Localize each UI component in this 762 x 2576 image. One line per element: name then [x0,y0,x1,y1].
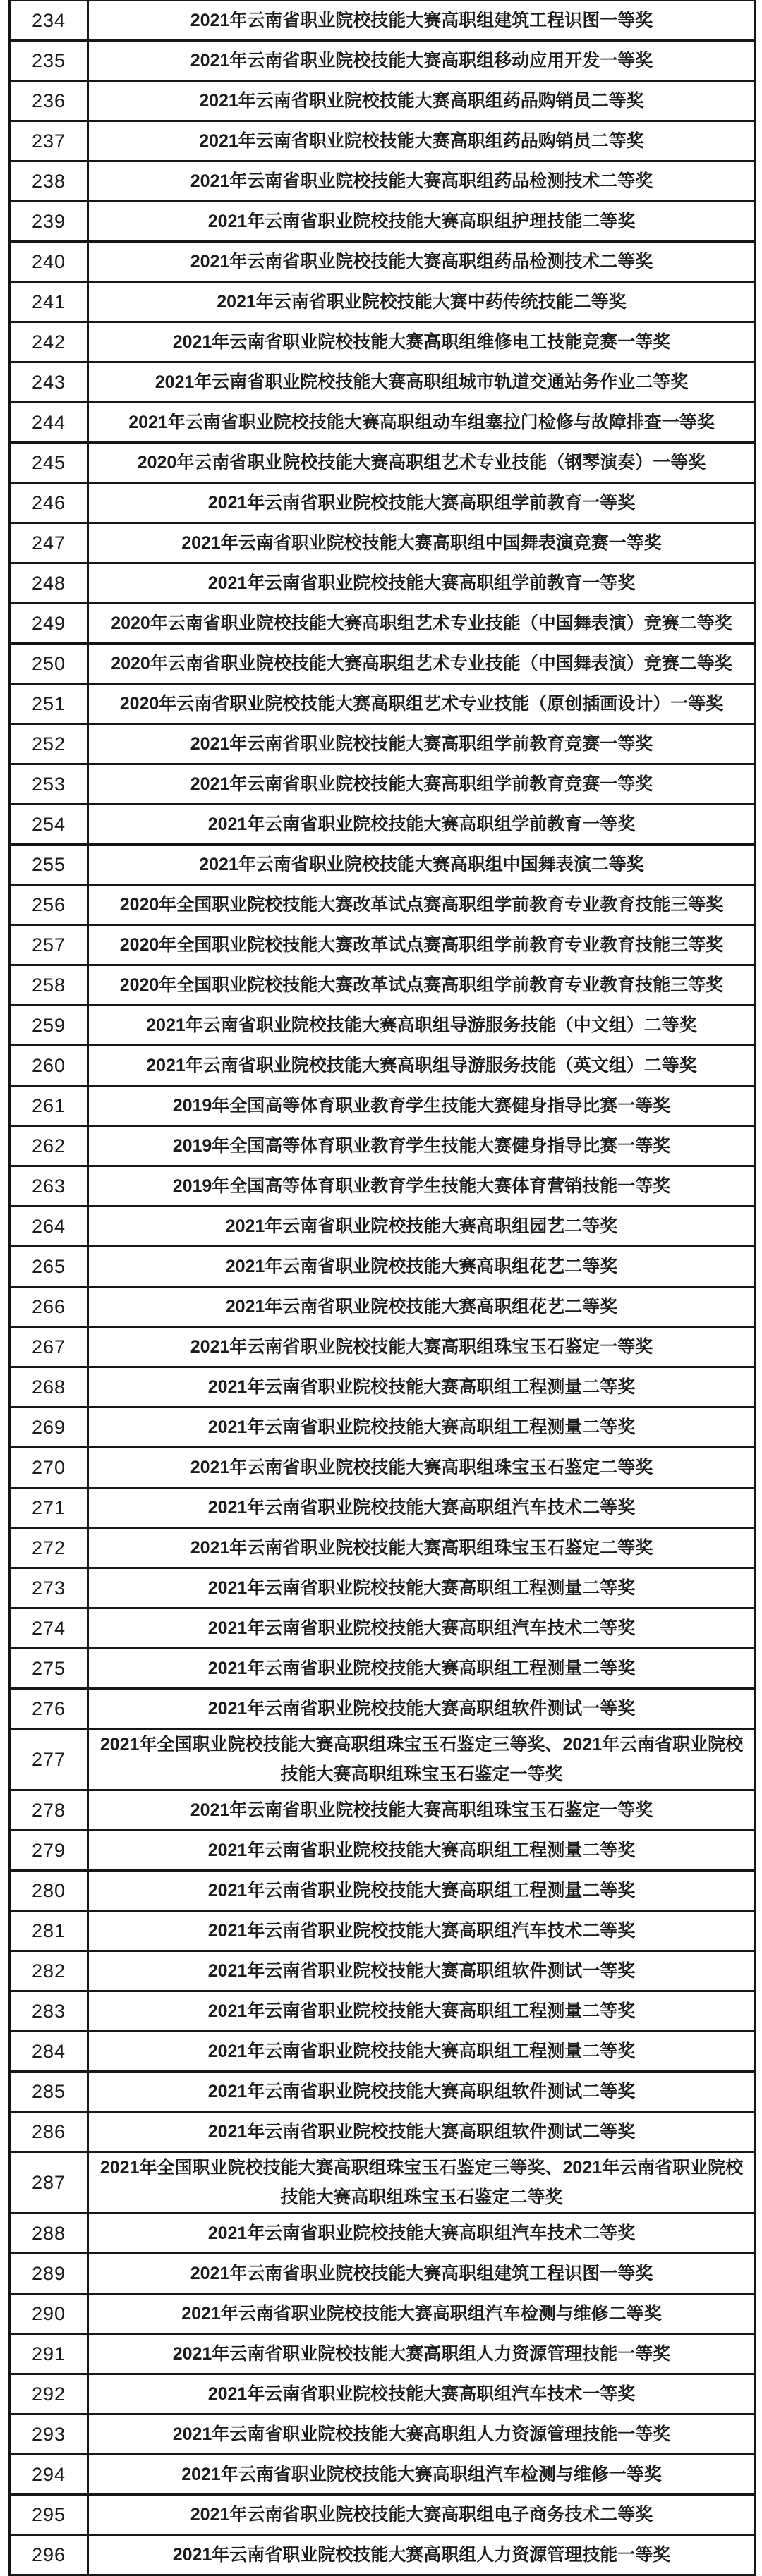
table-row [11,685,754,725]
award-name-cell: 2021年云南省职业院校技能大赛高职组学前教育竞赛一等奖 [190,734,653,754]
award-name-cell: 2019年全国高等体育职业教育学生技能大赛健身指导比赛一等奖 [172,1096,671,1116]
award-name-cell: 2021年云南省职业院校技能大赛高职组花艺二等奖 [225,1297,618,1317]
row-number-cell: 253 [11,765,89,803]
award-name-cell: 2021年云南省职业院校技能大赛高职组护理技能二等奖 [207,212,636,231]
row-number-cell: 290 [11,2295,89,2333]
table-row [11,765,754,805]
row-number-cell: 254 [11,805,89,843]
table-row [11,1408,754,1448]
row-number-cell: 277 [11,1730,89,1789]
row-number-cell: 271 [11,1489,89,1527]
award-name-cell: 2021年云南省职业院校技能大赛高职组汽车技术二等奖 [207,1618,636,1638]
table-row [11,1730,754,1791]
award-name-cell: 2021年云南省职业院校技能大赛高职组工程测量二等奖 [207,1659,636,1678]
table-row [11,1992,754,2032]
row-number-cell: 266 [11,1288,89,1326]
table-row [11,202,754,243]
award-name-cell: 2021年云南省职业院校技能大赛高职组工程测量二等奖 [207,2001,636,2021]
row-number-cell: 263 [11,1167,89,1205]
table-row [11,403,754,444]
table-row [11,1952,754,1992]
table-row [11,1046,754,1087]
award-name-cell: 2020年云南省职业院校技能大赛高职组艺术专业技能（钢琴演奏）一等奖 [137,453,706,472]
row-number-cell: 249 [11,604,89,642]
row-number-cell: 258 [11,966,89,1004]
award-name-cell: 2021年云南省职业院校技能大赛高职组建筑工程识图一等奖 [190,11,653,30]
award-name-cell: 2021年云南省职业院校技能大赛高职组药品购销员二等奖 [199,91,644,111]
award-name-cell: 2021年云南省职业院校技能大赛高职组学前教育一等奖 [207,814,636,834]
row-number-cell: 237 [11,122,89,160]
row-number-cell: 240 [11,243,89,281]
table-row [11,363,754,403]
table-row [11,2113,754,2153]
table-row [11,1247,754,1288]
row-number-cell: 243 [11,363,89,401]
table-row [11,2496,754,2536]
award-name-cell: 2021年云南省职业院校技能大赛高职组人力资源管理技能一等奖 [172,2424,671,2444]
award-name-cell: 2019年全国高等体育职业教育学生技能大赛体育营销技能一等奖 [172,1176,671,1196]
row-number-cell: 288 [11,2214,89,2252]
table-row [11,162,754,202]
award-name-cell: 2021年云南省职业院校技能大赛高职组珠宝玉石鉴定一等奖 [190,1800,653,1820]
row-number-cell: 259 [11,1006,89,1044]
award-name-cell: 2021年云南省职业院校技能大赛高职组导游服务技能（英文组）二等奖 [146,1056,697,1075]
award-name-cell: 2021年云南省职业院校技能大赛高职组工程测量二等奖 [207,2041,636,2061]
table-row [11,1368,754,1408]
row-number-cell: 248 [11,564,89,602]
award-name-cell: 2021年云南省职业院校技能大赛高职组电子商务技术二等奖 [190,2505,653,2525]
table-row [11,1569,754,1609]
table-row [11,2073,754,2113]
table-row [11,42,754,82]
row-number-cell: 275 [11,1649,89,1687]
award-name-cell: 2021年云南省职业院校技能大赛高职组汽车检测与维修二等奖 [181,2304,662,2324]
award-name-cell: 2021年云南省职业院校技能大赛高职组人力资源管理技能一等奖 [172,2344,671,2364]
table-row [11,243,754,283]
table-row [11,1328,754,1368]
table-row [11,2335,754,2375]
table-row [11,966,754,1006]
table-row [11,805,754,846]
row-number-cell: 276 [11,1690,89,1728]
award-name-cell: 2021年云南省职业院校技能大赛高职组花艺二等奖 [225,1257,618,1276]
table-row [11,122,754,162]
row-number-cell: 268 [11,1368,89,1406]
row-number-cell: 262 [11,1127,89,1165]
award-name-cell: 2020年全国职业院校技能大赛改革试点赛高职组学前教育专业教育技能三等奖 [119,935,724,955]
table-row [11,1,754,42]
table-row [11,2153,754,2214]
award-name-cell: 2021年云南省职业院校技能大赛高职组中国舞表演竞赛一等奖 [181,533,662,553]
row-number-cell: 278 [11,1791,89,1829]
award-name-cell: 2021年云南省职业院校技能大赛高职组移动应用开发一等奖 [190,51,653,71]
award-name-cell: 2021年云南省职业院校技能大赛高职组人力资源管理技能一等奖 [172,2545,671,2565]
award-name-cell: 2021年云南省职业院校技能大赛高职组导游服务技能（中文组）二等奖 [146,1015,697,1035]
award-name-cell: 2021年云南省职业院校技能大赛高职组汽车检测与维修一等奖 [181,2465,662,2484]
table-row [11,2455,754,2496]
table-row [11,2254,754,2295]
award-name-cell: 2021年云南省职业院校技能大赛高职组工程测量二等奖 [207,1377,636,1397]
award-name-cell: 2021年云南省职业院校技能大赛高职组药品检测技术二等奖 [190,171,653,191]
award-name-cell: 2021年云南省职业院校技能大赛高职组动车组塞拉门检修与故障排查一等奖 [128,413,715,432]
award-name-cell: 2020年云南省职业院校技能大赛高职组艺术专业技能（中国舞表演）竞赛二等奖 [111,614,732,633]
row-number-cell: 255 [11,846,89,884]
row-number-cell: 293 [11,2415,89,2453]
row-number-cell: 273 [11,1569,89,1607]
row-number-cell: 247 [11,524,89,562]
row-number-cell: 260 [11,1046,89,1085]
award-name-cell: 2021年云南省职业院校技能大赛高职组汽车技术一等奖 [207,2384,636,2404]
table-row [11,1649,754,1690]
row-number-cell: 235 [11,42,89,80]
award-name-cell: 2021年云南省职业院校技能大赛高职组工程测量二等奖 [207,1841,636,1860]
award-name-cell: 2020年云南省职业院校技能大赛高职组艺术专业技能（原创插画设计）一等奖 [119,694,724,714]
award-name-cell: 2021年云南省职业院校技能大赛高职组软件测试一等奖 [207,1961,636,1981]
award-name-cell: 2021年云南省职业院校技能大赛高职组珠宝玉石鉴定二等奖 [190,1458,653,1477]
row-number-cell: 241 [11,283,89,321]
table-row [11,846,754,886]
award-name-cell: 2021年全国职业院校技能大赛高职组珠宝玉石鉴定三等奖、2021年云南省职业院校技能大赛高职组珠宝玉石鉴定二等奖 [99,2158,744,2207]
award-name-cell: 2020年云南省职业院校技能大赛高职组艺术专业技能（中国舞表演）竞赛二等奖 [111,654,732,673]
award-name-cell: 2021年云南省职业院校技能大赛高职组维修电工技能竞赛一等奖 [172,332,671,352]
row-number-cell: 251 [11,685,89,723]
table-row [11,2536,754,2576]
table-row [11,564,754,604]
award-name-cell: 2021年云南省职业院校技能大赛高职组学前教育一等奖 [207,493,636,513]
award-name-cell: 2021年云南省职业院校技能大赛高职组珠宝玉石鉴定一等奖 [190,1337,653,1357]
table-row [11,1529,754,1569]
award-table [8,0,756,2576]
table-row [11,1912,754,1952]
award-name-cell: 2021年云南省职业院校技能大赛高职组中国舞表演二等奖 [199,855,644,874]
award-name-cell: 2021年云南省职业院校技能大赛高职组药品购销员二等奖 [199,131,644,151]
award-name-cell: 2021年云南省职业院校技能大赛高职组学前教育一等奖 [207,573,636,593]
table-row [11,926,754,966]
table-row [11,1872,754,1912]
table-row [11,2295,754,2335]
award-name-cell: 2021年云南省职业院校技能大赛高职组软件测试二等奖 [207,2082,636,2101]
table-row [11,1831,754,1872]
table-row [11,283,754,323]
table-row [11,604,754,645]
row-number-cell: 250 [11,645,89,683]
row-number-cell: 286 [11,2113,89,2151]
table-row [11,2214,754,2254]
row-number-cell: 236 [11,82,89,120]
row-number-cell: 295 [11,2496,89,2534]
table-row [11,1167,754,1207]
award-name-cell: 2021年云南省职业院校技能大赛高职组建筑工程识图一等奖 [190,2264,653,2283]
table-row [11,886,754,926]
award-name-cell: 2021年云南省职业院校技能大赛高职组汽车技术二等奖 [207,1498,636,1518]
row-number-cell: 282 [11,1952,89,1990]
row-number-cell: 279 [11,1831,89,1869]
table-row [11,1087,754,1127]
award-name-cell: 2021年云南省职业院校技能大赛高职组学前教育竞赛一等奖 [190,774,653,794]
award-name-cell: 2021年云南省职业院校技能大赛高职组药品检测技术二等奖 [190,252,653,271]
row-number-cell: 245 [11,444,89,482]
table-row [11,524,754,564]
table-row [11,484,754,524]
award-name-cell: 2021年云南省职业院校技能大赛高职组工程测量二等奖 [207,1417,636,1437]
table-row [11,1006,754,1046]
award-name-cell: 2021年云南省职业院校技能大赛高职组园艺二等奖 [225,1216,618,1236]
row-number-cell: 267 [11,1328,89,1366]
table-row [11,2032,754,2073]
table-row [11,1127,754,1167]
row-number-cell: 274 [11,1609,89,1647]
table-row [11,323,754,363]
award-name-cell: 2021年云南省职业院校技能大赛高职组珠宝玉石鉴定二等奖 [190,1538,653,1558]
row-number-cell: 264 [11,1207,89,1245]
table-row [11,1207,754,1247]
row-number-cell: 289 [11,2254,89,2293]
row-number-cell: 256 [11,886,89,924]
row-number-cell: 294 [11,2455,89,2493]
row-number-cell: 270 [11,1448,89,1487]
award-name-cell: 2021年云南省职业院校技能大赛高职组软件测试一等奖 [207,1699,636,1719]
row-number-cell: 269 [11,1408,89,1446]
row-number-cell: 283 [11,1992,89,2030]
table-row [11,1690,754,1730]
award-name-cell: 2021年云南省职业院校技能大赛高职组工程测量二等奖 [207,1881,636,1900]
row-number-cell: 281 [11,1912,89,1950]
award-name-cell: 2021年云南省职业院校技能大赛高职组汽车技术二等奖 [207,1921,636,1941]
award-name-cell: 2021年云南省职业院校技能大赛高职组城市轨道交通站务作业二等奖 [155,372,689,392]
table-row [11,2375,754,2415]
table-row [11,1288,754,1328]
table-row [11,82,754,122]
row-number-cell: 285 [11,2073,89,2111]
row-number-cell: 291 [11,2335,89,2373]
award-name-cell: 2021年云南省职业院校技能大赛高职组软件测试二等奖 [207,2122,636,2142]
table-row [11,1489,754,1529]
award-name-cell: 2021年全国职业院校技能大赛高职组珠宝玉石鉴定三等奖、2021年云南省职业院校技能大赛高职组珠宝玉石鉴定一等奖 [99,1735,744,1784]
award-name-cell: 2020年全国职业院校技能大赛改革试点赛高职组学前教育专业教育技能三等奖 [119,975,724,995]
row-number-cell: 244 [11,403,89,441]
award-name-cell: 2021年云南省职业院校技能大赛高职组工程测量二等奖 [207,1578,636,1598]
table-row [11,1609,754,1649]
award-name-cell: 2019年全国高等体育职业教育学生技能大赛健身指导比赛一等奖 [172,1136,671,1156]
row-number-cell: 265 [11,1247,89,1286]
award-name-cell: 2021年云南省职业院校技能大赛高职组汽车技术二等奖 [207,2223,636,2243]
row-number-cell: 280 [11,1872,89,1910]
row-number-cell: 252 [11,725,89,763]
award-name-cell: 2021年云南省职业院校技能大赛中药传统技能二等奖 [217,292,627,312]
table-row [11,444,754,484]
row-number-cell: 239 [11,202,89,240]
row-number-cell: 287 [11,2153,89,2212]
table-row [11,2415,754,2455]
table-row [11,645,754,685]
row-number-cell: 296 [11,2536,89,2574]
row-number-cell: 238 [11,162,89,200]
row-number-cell: 284 [11,2032,89,2070]
row-number-cell: 261 [11,1087,89,1125]
row-number-cell: 242 [11,323,89,361]
table-row [11,725,754,765]
row-number-cell: 292 [11,2375,89,2413]
award-name-cell: 2020年全国职业院校技能大赛改革试点赛高职组学前教育专业教育技能三等奖 [119,895,724,915]
row-number-cell: 272 [11,1529,89,1567]
row-number-cell: 246 [11,484,89,522]
row-number-cell: 257 [11,926,89,964]
table-row [11,1448,754,1489]
table-row [11,1791,754,1831]
row-number-cell: 234 [11,1,89,39]
